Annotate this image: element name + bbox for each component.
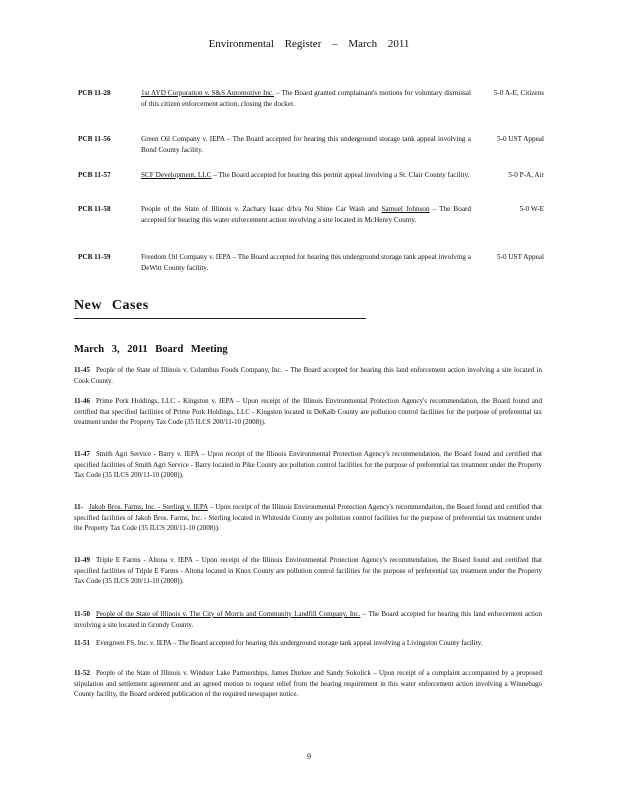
docket-number: PCB 11-57 <box>78 171 111 179</box>
new-case-item <box>74 396 542 428</box>
underlined-case-name: Samuel Johnson <box>381 205 430 213</box>
vote-and-type: 5-0 UST Appeal <box>497 135 544 143</box>
vote-and-type: 5-0 UST Appeal <box>497 253 544 261</box>
case-text: People of the State of Illinois v. Windsor Lake Partnerships, James Durkee and Sandy Sokolick – Upon receipt of a complaint accompanied by a proposed stipulation and settlement agreement and an agreed motion to request relief from the hearing requirement in this water enforcement action involving a Winnebago County facility, the Board ordered publication of the required newspaper notice. <box>74 669 542 698</box>
case-text: – The Board accepted for hearing this water enforcement action involving a site located in McHenry County. <box>141 205 471 224</box>
vote-and-type: 5-0 P-A, Air <box>508 171 544 179</box>
new-case-item <box>74 609 542 630</box>
new-case-item <box>74 502 542 534</box>
decision-description <box>141 252 471 274</box>
meeting-heading: March 3, 2011 Board Meeting <box>74 344 228 355</box>
new-case-item <box>74 449 542 481</box>
docket-number: PCB 11-59 <box>78 253 111 261</box>
new-case-item <box>74 365 542 386</box>
case-text: – The Board accepted for hearing this permit appeal involving a St. Clair County facility. <box>211 171 470 179</box>
page-header: Environmental Register – March 2011 <box>208 38 410 50</box>
decision-description <box>141 204 471 226</box>
case-number: 11- <box>74 503 83 511</box>
decision-description <box>141 134 471 156</box>
docket-number: PCB 11-56 <box>78 135 111 143</box>
vote-and-type: 5-0 W-E <box>519 205 544 213</box>
case-text: People of the State of Illinois v. Columbus Foods Company, Inc. – The Board accepted for hearing this land enforcement action involving a site located in Cook County. <box>74 366 542 385</box>
underlined-case-name: Jakob Bros. Farms, Inc. - Sterling v. IEPA <box>88 503 208 511</box>
underlined-case-name: SCF Development, LLC <box>141 171 212 179</box>
case-number: 11-46 <box>74 397 90 405</box>
page-number: 9 <box>307 752 311 761</box>
case-text: Evergreen FS, Inc. v. IEPA – The Board accepted for hearing this underground storage tank appeal involving a Livingston County facility. <box>95 639 483 647</box>
case-number: 11-52 <box>74 669 90 677</box>
docket-number: PCB 11-28 <box>78 89 111 97</box>
new-case-item <box>74 668 542 700</box>
vote-and-type: 5-0 A-E, Citizens <box>493 89 544 97</box>
case-text: – The Board accepted for hearing this land enforcement action involving a site located in Grundy County. <box>74 610 542 629</box>
underlined-case-name: People of the State of Illinois v. The City of Morris and Community Landfill Company, Inc. <box>95 610 361 618</box>
case-text: Triple E Farms - Altona v. IEPA – Upon receipt of the Illinois Environmental Protection Agency's recommendation, the Board found and certified that specified facilities of Triple E Farms - Altona located in Knox County are pollution control facilities for the purpose of preferential tax treatment under the Property Tax Code (35 ILCS 200/11-10 (2008)). <box>74 556 542 585</box>
case-text: – The Board granted complainant's motions for voluntary dismissal of this citizen enforcement action, closing the docket. <box>141 89 471 108</box>
new-case-item <box>74 638 542 649</box>
case-text: Prime Pork Holdings, LLC - Kingston v. IEPA – Upon receipt of the Illinois Environmental Protection Agency's recommendation, the Board found and certified that specified facilities of Prime Pork Holdings, LLC - Kingston located in DeKalb County are pollution control facilities for the purpose of preferential tax treatment under the Property Tax Code (35 ILCS 200/11-10 (2008)). <box>74 397 542 426</box>
section-title-new-cases: New Cases <box>74 298 149 313</box>
case-text: Smith Agri Service - Barry v. IEPA – Upon receipt of the Illinois Environmental Protection Agency's recommendation, the Board found and certified that specified facilities of Smith Agri Service - Barry located in Pike County are pollution control facilities for the purpose of preferential tax treatment under the Property Tax Code (35 ILCS 200/11-10 (2008)). <box>74 450 542 479</box>
decision-description <box>141 88 471 110</box>
case-number: 11-51 <box>74 639 90 647</box>
case-text: Green Oil Company v. IEPA – The Board accepted for hearing this underground storage tank appeal involving a Bond County facility. <box>141 135 471 154</box>
new-case-item <box>74 555 542 587</box>
decision-description <box>141 170 471 181</box>
docket-number: PCB 11-58 <box>78 205 111 213</box>
case-number: 11-47 <box>74 450 90 458</box>
case-text: Freedom Oil Company v. IEPA – The Board accepted for hearing this underground storage tank appeal involving a DeWitt County facility. <box>141 253 471 272</box>
case-text: – Upon receipt of the Illinois Environmental Protection Agency's recommendation, the Board found and certified that specified facilities of Jakob Bros. Farms, Inc. - Sterling located in Whiteside County are pollution control facilities for the purpose of preferential tax treatment under the Property Tax Code (35 ILCS 200/11-10 (2008)). <box>74 503 542 532</box>
case-number: 11-50 <box>74 610 90 618</box>
section-divider <box>74 318 366 319</box>
case-number: 11-45 <box>74 366 90 374</box>
underlined-case-name: 1st AYD Corporation v. S&S Automotive Inc. <box>141 89 274 97</box>
case-number: 11-49 <box>74 556 90 564</box>
case-text: People of the State of Illinois v. Zachary Isaac d/b/a Nu Shine Car Wash and <box>141 205 382 213</box>
